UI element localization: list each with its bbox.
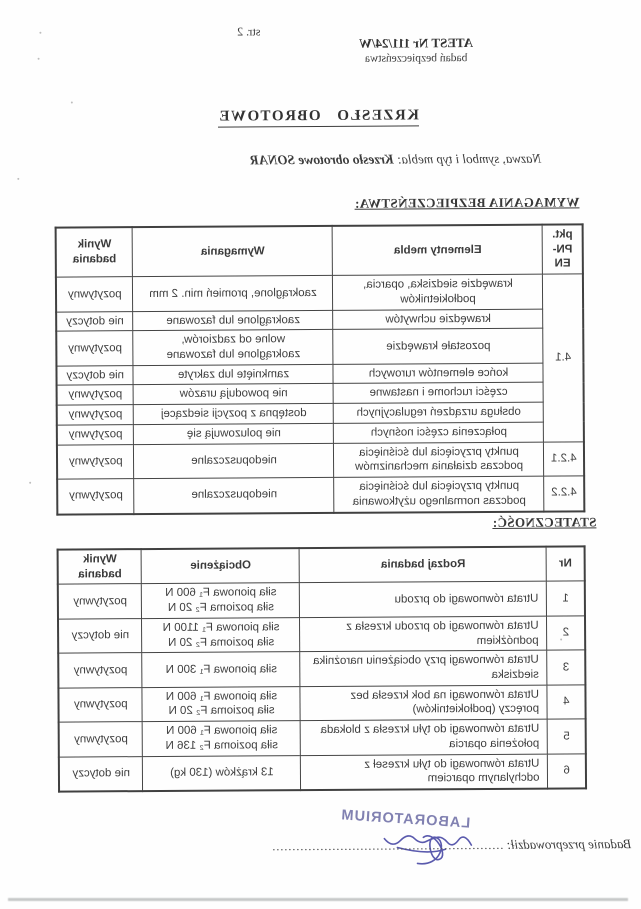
- pkt-cell: 4.2.2: [544, 476, 584, 511]
- table-row: 5 Utrata równowagi do tyłu krzesła z blokada położenia oparcia siła pionowa F₁ 600 N siła pozioma F₂ 136 N pozytywny: [59, 719, 586, 757]
- table-row: krawędzie uchwytów zaokrąglone lub fazowane nie dotyczy: [56, 308, 583, 331]
- pkt-cell: 4.2.1: [544, 442, 584, 477]
- col-nr: Nr: [547, 546, 585, 581]
- table-row: 1 Utrata równowagi do przodu siła pionowa F₁ 600 N siła pozioma F₂ 20 N pozytywny: [58, 581, 585, 619]
- performed-by-label: Badanie przeprowadził:: [506, 836, 632, 852]
- table-header-row: [56, 224, 583, 277]
- atest-subtitle: badań bezpieczeństwa: [364, 52, 468, 65]
- table-row: obsługa urządzeń regulacyjnych dostępna z pozycji siedzącej pozytywny: [57, 402, 584, 425]
- table-row: 4.1 krawędzie siedziska, oparcia, podłokietników zaokrąglone, promień min. 2 mm pozytywny: [56, 274, 583, 312]
- col-requirement: Wymagania: [133, 226, 333, 277]
- signature-dotted-line: ..........................................................: [271, 837, 504, 854]
- table-row: końce elementów rurowych zamknięte lub zakryte nie dotyczy: [56, 363, 583, 386]
- safety-requirements-table: [55, 223, 586, 515]
- name-label: Nazwa, symbol i typ mebla:: [397, 150, 542, 167]
- pkt-cell: 4.1: [543, 274, 584, 442]
- scan-noise: [0, 0, 638, 2]
- col-pkt: pkt. PN-EN: [543, 224, 583, 274]
- table-row: 6 Utrata równowagi do tyłu krzeseł z odchylanym oparciem 13 krążków (130 kg) nie dotyczy: [59, 754, 586, 792]
- col-result: Wynik badania: [58, 549, 142, 584]
- col-element: Elementy mebla: [333, 225, 543, 276]
- table-row: części ruchome i nastawne nie powodują urazów pozytywny: [57, 382, 584, 405]
- atest-header: [353, 35, 478, 65]
- document-title: KRZESŁO OBROTOWE: [0, 105, 639, 127]
- laboratorium-stamp: LABORATORIUM: [339, 807, 471, 832]
- col-result: Wynik badania: [56, 227, 133, 277]
- table-header-row: [58, 546, 585, 584]
- stability-table: [57, 545, 587, 792]
- safety-heading: WYMAGANIA BEZPIECZEŃSTWA:: [354, 194, 580, 211]
- table-row: 4.2.2 punkty przycięcia lub ściśnięcia podczas normalnego użytkowania niedopuszczalne pozytywny: [57, 476, 584, 514]
- table-row: 4.2.1 punkty przycięcia lub ściśnięcia podczas działania mechanizmów niedopuszczalne pozytywny: [57, 442, 584, 480]
- table-row: połączenia części nośnych nie poluzowują się pozytywny: [57, 422, 584, 445]
- table-row: 3 Utrata równowagi przy obciążeniu narożnika siedziska siła pionowa F₁ 300 N pozytywny: [58, 650, 585, 688]
- col-test: Rodzaj badania: [300, 547, 547, 583]
- table-row: 4 Utrata równowagi na bok krzesła bez poręczy (podłokietników) siła pionowa F₁ 600 N siła pozioma F₂ 20 N pozytywny: [58, 685, 585, 723]
- atest-number: ATEST Nr 111/24/W: [358, 35, 474, 51]
- page-number: str. 2: [237, 24, 261, 39]
- scan-edge-shadow: [8, 898, 628, 901]
- table-row: pozostałe krawędzie wolne od zadziorów, zaokrąglone lub fazowane pozytywny: [56, 328, 583, 366]
- stability-heading: STATECZNOŚĆ:: [492, 514, 597, 530]
- name-value: Krzesło obrotowe SONAR: [249, 151, 394, 168]
- col-load: Obciążenie: [142, 548, 300, 584]
- table-row: 2 Utrata równowagi do przodu krzesła z podnóżkiem siła pionowa F₁ 1100 N siła pozioma F₂ 20 N nie dotyczy: [58, 616, 585, 654]
- performed-by-line: [271, 836, 631, 854]
- furniture-name-line: [250, 151, 541, 169]
